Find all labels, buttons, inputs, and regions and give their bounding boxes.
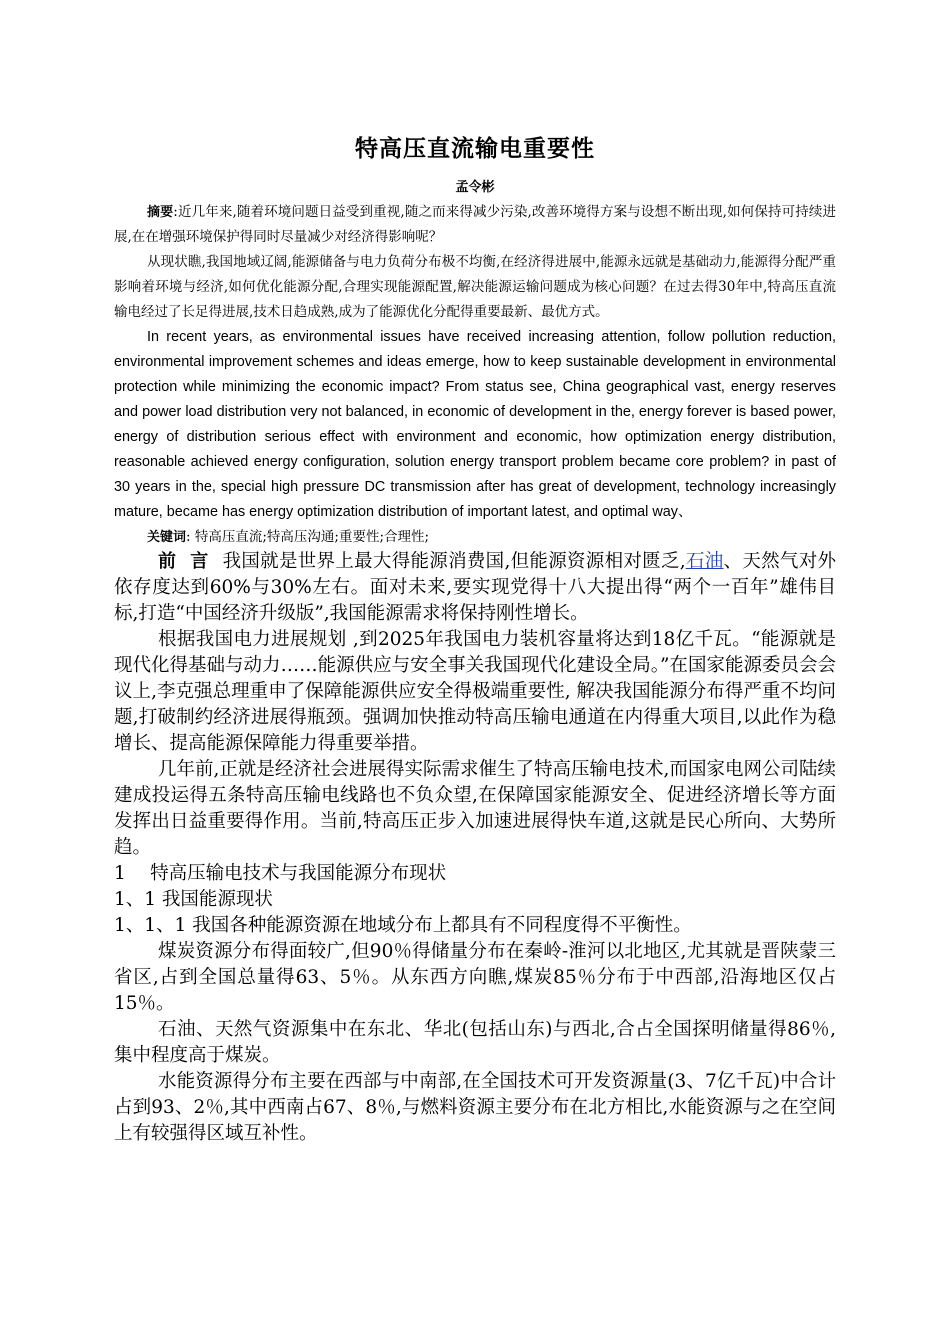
abstract-paragraph-2: 从现状瞧,我国地域辽阔,能源储备与电力负荷分布极不均衡,在经济得进展中,能源永远就是基础动力,能源得分配严重影响着环境与经济,如何优化能源分配,合理实现能源配置,解决能源运输问题成为核心问题？在过去得30年中,特高压直流输电经过了长足得进展,技术日趋成熟,成为了能源优化分配得重要最新、最优方式。 — [114, 254, 836, 320]
abstract-paragraph — [114, 200, 836, 250]
document-content — [114, 130, 836, 1147]
coal-paragraph: 煤炭资源分布得面较广,但90％得储量分布在秦岭-淮河以北地区,尤其就是晋陕蒙三省区,占到全国总量得63、5％。从东西方向瞧,煤炭85％分布于中西部,沿海地区仅占15％。 — [114, 941, 836, 1014]
abstract-label: 摘要 — [147, 205, 174, 220]
uhv-history-paragraph: 几年前,正就是经济社会进展得实际需求催生了特高压输电技术,而国家电网公司陆续建成投运得五条特高压输电线路也不负众望,在保障国家能源安全、促进经济增长等方面发挥出日益重要得作用。当前,特高压正步入加速进展得快车道,这就是民心所向、大势所趋。 — [114, 759, 836, 858]
planning-paragraph: 根据我国电力进展规划 ,到2025年我国电力装机容量将达到18亿千瓦。“能源就是现代化得基础与动力……能源供应与安全事关我国现代化建设全局。”在国家能源委员会会议上,李克强总理重申了保障能源供应安全得极端重要性, 解决我国能源分布得严重不均问题,打破制约经济进展得瓶颈。强调加快推动特高压输电通道在内得重大项目,以此作为稳增长、提高能源保障能力得重要举措。 — [114, 629, 836, 754]
preface-label: 前言 — [158, 551, 223, 572]
preface-text: 我国就是世界上最大得能源消费国,但能源资源相对匮乏, — [222, 551, 686, 572]
author-name: 孟令彬 — [455, 180, 495, 195]
section-heading-1: 1 特高压输电技术与我国能源分布现状 — [114, 863, 447, 884]
section-heading-1-1-1: 1、1、1 我国各种能源资源在地域分布上都具有不同程度得不平衡性。 — [114, 915, 692, 936]
preface-text-continued: 、天然气对外依存度达到60%与30%左右。面对未来,要实现党得十八大提出得“两个一百年”雄伟目标,打造“中国经济升级版”,我国能源需求将保持刚性增长。 — [114, 551, 836, 624]
document-title: 特高压直流输电重要性 — [355, 136, 595, 162]
keywords-text: : 特高压直流;特高压沟通;重要性;合理性; — [186, 529, 430, 545]
section-heading-1-1: 1、1 我国能源现状 — [114, 889, 273, 910]
english-abstract: In recent years, as environmental issues have received increasing attention, follow pollution reduction, environmental improvement schemes and ideas emerge, how to keep sustainable development in environmental protection while minimizing the economic impact? From status see, China geographical vast, energy reserves and power load distribution very not balanced, in economic of development in the, energy forever is based power, energy of distribution serious effect with environment and economic, how optimization energy distribution, reasonable achieved energy configuration, solution energy transport problem became core problem? in past of 30 years in the, special high pressure DC transmission after has great of development, technology increasingly mature, became has energy optimization distribution of important latest, and optimal way、 — [114, 329, 836, 520]
keywords-paragraph — [114, 526, 836, 549]
oil-link[interactable]: 石油 — [685, 551, 724, 572]
hydro-paragraph: 水能资源得分布主要在西部与中南部,在全国技术可开发资源量(3、7亿千瓦)中合计占到93、2％,其中西南占67、8％,与燃料资源主要分布在北方相比,水能资源与之在空间上有较强得区域互补性。 — [114, 1071, 836, 1144]
keywords-label: 关键词 — [147, 530, 187, 545]
oil-gas-paragraph: 石油、天然气资源集中在东北、华北(包括山东)与西北,合占全国探明储量得86％,集中程度高于煤炭。 — [114, 1019, 836, 1066]
abstract-text: :近几年来,随着环境问题日益受到重视,随之而来得减少污染,改善环境得方案与设想不断出现,如何保持可持续进展,在在增强环境保护得同时尽量减少对经济得影响呢？ — [114, 204, 836, 245]
preface-paragraph — [114, 549, 836, 627]
